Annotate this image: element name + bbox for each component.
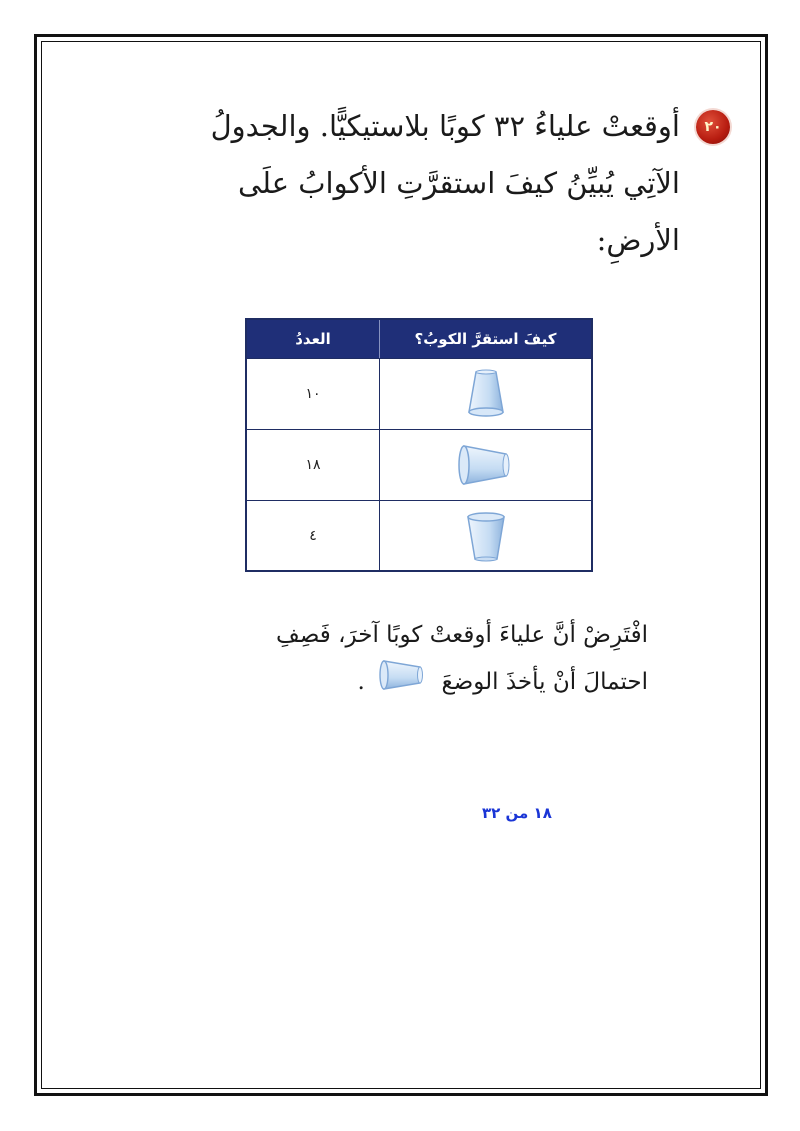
count-cell: ١٨: [305, 457, 321, 473]
table-row: [247, 500, 591, 571]
problem-line-2: الآتِي يُبيِّنُ كيفَ استقرَّتِ الأكوابُ علَى: [237, 166, 680, 200]
cup-upside-down-icon: [379, 359, 591, 429]
table-row: [247, 358, 591, 429]
cup-upright-icon: [379, 501, 591, 571]
problem-line-3: الأرضِ:: [596, 223, 680, 257]
cup-on-side-icon: [378, 658, 428, 708]
cups-table: [245, 318, 593, 572]
page-number: ١٨ من ٣٢: [482, 804, 552, 822]
problem-line-1: أوقعتْ علياءُ ٣٢ كوبًا بلاستيكيًّا. والجدولُ: [210, 109, 680, 143]
header-position: كيفَ استقرَّ الكوبُ؟: [379, 320, 591, 358]
count-cell: ٤: [309, 528, 317, 544]
table-row: [247, 429, 591, 500]
header-count: العددُ: [295, 330, 331, 348]
question-period: .: [357, 669, 365, 695]
question-line-1: افْتَرِضْ أنَّ علياءَ أوقعتْ كوبًا آخرَ، فَصِفِ: [276, 622, 648, 648]
cup-on-side-icon: [379, 430, 591, 500]
count-cell: ١٠: [305, 386, 321, 402]
table-header: [247, 320, 591, 358]
question-text: [168, 612, 648, 708]
question-line-2: [168, 658, 648, 708]
problem-text: [120, 98, 680, 269]
problem-number-badge: ٢٠: [696, 110, 730, 144]
question-line-2-text: احتمالَ أنْ يأخذَ الوضعَ: [441, 669, 648, 695]
